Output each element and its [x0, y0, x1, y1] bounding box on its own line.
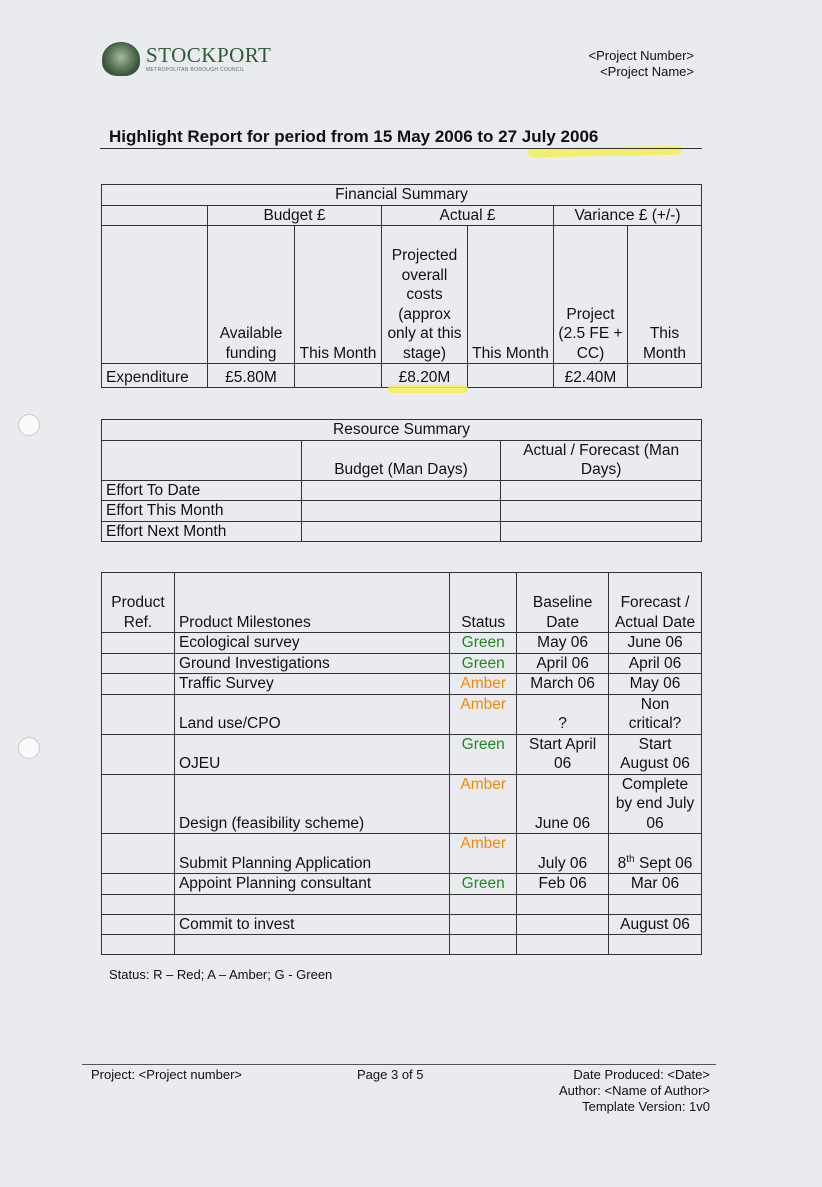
status-badge: Green — [450, 653, 517, 674]
project-name: <Project Name> — [600, 64, 694, 79]
milestone-name: Appoint Planning consultant — [174, 874, 449, 895]
table-row — [102, 894, 702, 914]
forecast-date: Start August 06 — [609, 734, 702, 774]
forecast-date-header: Forecast / Actual Date — [609, 573, 702, 633]
page-number: Page 3 of 5 — [357, 1067, 424, 1082]
project-header — [589, 48, 695, 80]
variance-this-month-header: This Month — [628, 226, 702, 364]
baseline-date-header: Baseline Date — [517, 573, 609, 633]
available-funding-header: Available funding — [208, 226, 295, 364]
baseline-date: April 06 — [517, 653, 609, 674]
milestone-name: Design (feasibility scheme) — [174, 774, 449, 834]
product-milestones-header: Product Milestones — [174, 573, 449, 633]
resource-row-label: Effort To Date — [102, 480, 302, 501]
council-logo — [102, 42, 271, 76]
status-badge: Green — [450, 734, 517, 774]
footer-divider — [82, 1064, 716, 1065]
milestone-name: Ecological survey — [174, 633, 449, 654]
punch-hole — [18, 737, 40, 759]
highlighter-mark — [388, 385, 468, 393]
budget-man-days-header: Budget (Man Days) — [301, 440, 501, 480]
report-title: Highlight Report for period from 15 May 2006 to 27 July 2006 — [109, 127, 599, 146]
projected-costs-header: Projected overall costs (approx only at this stage) — [382, 226, 468, 364]
variance-this-month-value — [628, 364, 702, 388]
resource-row-label: Effort This Month — [102, 501, 302, 522]
logo-name: STOCKPORT — [146, 43, 272, 67]
table-row — [102, 633, 702, 654]
table-row — [102, 674, 702, 695]
footer-project: Project: <Project number> — [91, 1067, 243, 1082]
table-row — [102, 874, 702, 895]
project-variance-value: £2.40M — [554, 364, 628, 388]
status-badge: Amber — [450, 694, 517, 734]
status-badge: Green — [450, 633, 517, 654]
table-row — [102, 653, 702, 674]
milestones-table — [101, 572, 702, 955]
resource-summary-title: Resource Summary — [102, 420, 702, 441]
budget-this-month-header: This Month — [295, 226, 382, 364]
forecast-date: May 06 — [609, 674, 702, 695]
actual-this-month-header: This Month — [468, 226, 554, 364]
baseline-date: March 06 — [517, 674, 609, 695]
forecast-date: August 06 — [609, 914, 702, 935]
table-row — [102, 734, 702, 774]
project-variance-header: Project (2.5 FE + CC) — [554, 226, 628, 364]
crest-icon — [102, 42, 140, 76]
title-divider — [100, 148, 702, 149]
forecast-date: Mar 06 — [609, 874, 702, 895]
variance-group-header: Variance £ (+/-) — [554, 205, 702, 226]
status-badge: Amber — [450, 834, 517, 874]
actual-this-month-value — [468, 364, 554, 388]
baseline-date: May 06 — [517, 633, 609, 654]
forecast-date: June 06 — [609, 633, 702, 654]
table-row — [102, 774, 702, 834]
expenditure-label: Expenditure — [102, 364, 208, 388]
author: Author: <Name of Author> — [558, 1083, 710, 1098]
date-produced: Date Produced: <Date> — [573, 1067, 710, 1082]
table-row — [102, 935, 702, 955]
status-badge: Amber — [450, 674, 517, 695]
resource-row-label: Effort Next Month — [102, 521, 302, 542]
milestone-name: Land use/CPO — [174, 694, 449, 734]
projected-costs-value: £8.20M — [382, 364, 468, 388]
forecast-date: Non critical? — [609, 694, 702, 734]
actual-group-header: Actual £ — [382, 205, 554, 226]
baseline-date: June 06 — [517, 774, 609, 834]
forecast-date: April 06 — [609, 653, 702, 674]
financial-summary-title: Financial Summary — [102, 185, 702, 206]
budget-group-header: Budget £ — [208, 205, 382, 226]
status-badge: Amber — [450, 774, 517, 834]
table-row — [102, 694, 702, 734]
available-funding-value: £5.80M — [208, 364, 295, 388]
logo-subtitle: METROPOLITAN BOROUGH COUNCIL — [146, 67, 245, 73]
forecast-date: Complete by end July 06 — [609, 774, 702, 834]
forecast-date: 8th Sept 06 — [609, 834, 702, 874]
budget-this-month-value — [295, 364, 382, 388]
baseline-date: ? — [517, 694, 609, 734]
status-key: Status: R – Red; A – Amber; G - Green — [109, 967, 333, 982]
table-row — [102, 914, 702, 935]
table-row — [102, 834, 702, 874]
status-header: Status — [450, 573, 517, 633]
milestone-name: Commit to invest — [174, 914, 449, 935]
project-number: <Project Number> — [588, 48, 694, 63]
actual-forecast-man-days-header: Actual / Forecast (Man Days) — [501, 440, 702, 480]
milestone-name: Submit Planning Application — [174, 834, 449, 874]
financial-summary-table — [101, 184, 702, 388]
product-ref-header: Product Ref. — [102, 573, 175, 633]
punch-hole — [18, 414, 40, 436]
baseline-date: Start April 06 — [517, 734, 609, 774]
footer-meta — [559, 1067, 710, 1115]
resource-summary-table — [101, 419, 702, 542]
status-badge: Green — [450, 874, 517, 895]
milestone-name: Traffic Survey — [174, 674, 449, 695]
baseline-date: Feb 06 — [517, 874, 609, 895]
milestone-name: Ground Investigations — [174, 653, 449, 674]
baseline-date: July 06 — [517, 834, 609, 874]
template-version: Template Version: 1v0 — [582, 1099, 710, 1114]
milestone-name: OJEU — [174, 734, 449, 774]
